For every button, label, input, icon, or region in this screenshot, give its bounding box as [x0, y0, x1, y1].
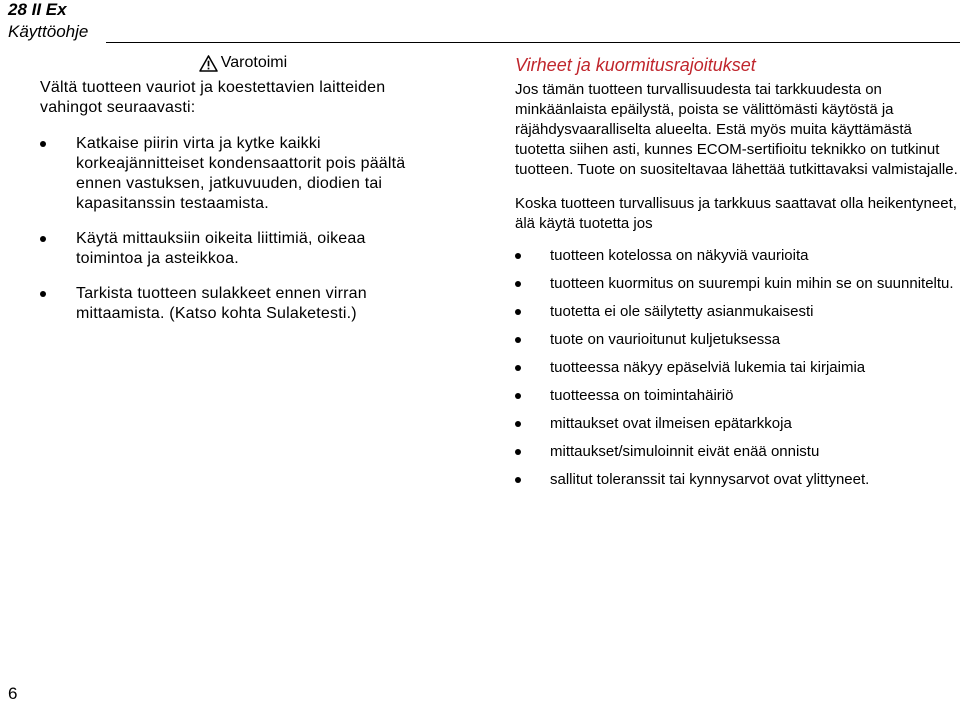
bullet-icon [515, 337, 521, 343]
condition-item: tuotetta ei ole säilytetty asianmukaisesti [515, 302, 960, 322]
page-number: 6 [8, 684, 18, 703]
bullet-icon [515, 449, 521, 455]
bullet-icon [515, 477, 521, 483]
caution-list [40, 134, 420, 324]
bullet-icon [40, 141, 46, 147]
bullet-icon [515, 309, 521, 315]
warning-triangle-icon [199, 55, 218, 72]
caution-title: Varotoimi [220, 54, 288, 71]
condition-list [515, 246, 960, 490]
bullet-icon [515, 393, 521, 399]
caution-heading [66, 52, 420, 74]
condition-item: tuotteen kotelossa on näkyviä vaurioita [515, 246, 960, 266]
caution-item: Tarkista tuotteen sulakkeet ennen virran mittaamista. (Katso kohta Sulaketesti.) [40, 284, 420, 324]
condition-item: tuotteessa näkyy epäselviä lukemia tai kirjaimia [515, 358, 960, 378]
manual-title: Käyttöohje [8, 22, 89, 41]
condition-item: tuote on vaurioitunut kuljetuksessa [515, 330, 960, 350]
caution-block [40, 52, 420, 339]
section-paragraph-2: Koska tuotteen turvallisuus ja tarkkuus saattavat olla heikentyneet, älä käytä tuotetta jos [515, 195, 957, 232]
bullet-icon [515, 281, 521, 287]
product-model: 28 II Ex [8, 0, 67, 19]
bullet-icon [515, 421, 521, 427]
caution-item: Käytä mittauksiin oikeita liittimiä, oikeaa toimintoa ja asteikkoa. [40, 229, 420, 269]
condition-item: mittaukset/simuloinnit eivät enää onnistu [515, 442, 960, 462]
errors-section [515, 54, 960, 498]
condition-item: tuotteessa on toimintahäiriö [515, 386, 960, 406]
bullet-icon [40, 236, 46, 242]
caution-intro: Vältä tuotteen vauriot ja koestettavien laitteiden vahingot seuraavasti: [40, 79, 386, 116]
condition-item: tuotteen kuormitus on suurempi kuin mihin se on suunniteltu. [515, 274, 960, 294]
bullet-icon [515, 253, 521, 259]
bullet-icon [515, 365, 521, 371]
header-rule [106, 42, 960, 43]
caution-item: Katkaise piirin virta ja kytke kaikki korkeajännitteiset kondensaattorit pois päältä ennen vastuksen, jatkuvuuden, diodien tai kapasitanssin testaamista. [40, 134, 420, 214]
section-paragraph-1: Jos tämän tuotteen turvallisuudesta tai tarkkuudesta on minkäänlaista epäilystä, poista se välittömästi käytöstä ja räjähdysvaaralliselta alueelta. Estä myös muita käyttämästä tuotetta siihen asti, kunnes ECOM-sertifioitu teknikko on tutkinut tuotteen. Tuote on suositeltavaa lähettää tutkittavaksi valmistajalle. [515, 81, 958, 178]
bullet-icon [40, 291, 46, 297]
page-header [8, 0, 88, 42]
condition-item: sallitut toleranssit tai kynnysarvot ovat ylittyneet. [515, 470, 960, 490]
condition-item: mittaukset ovat ilmeisen epätarkkoja [515, 414, 960, 434]
section-heading: Virheet ja kuormitusrajoitukset [515, 55, 756, 75]
